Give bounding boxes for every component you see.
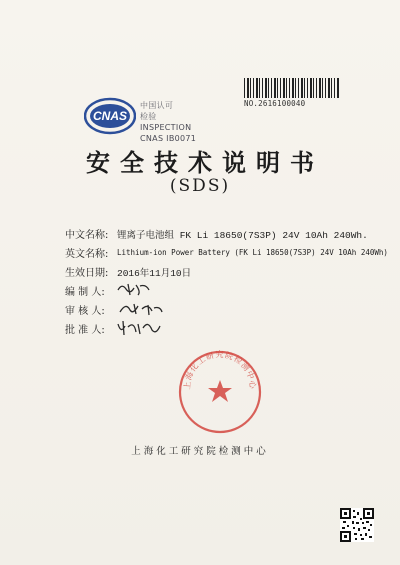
field-row-english-name <box>65 243 388 262</box>
field-row-prepared-by <box>65 281 388 300</box>
cnas-logo <box>84 96 136 136</box>
document-title: 安全技术说明书 <box>86 148 324 177</box>
cnas-accreditation-block <box>140 100 196 144</box>
report-number: NO.2616100040 <box>244 99 306 108</box>
field-label: 英文名称: <box>65 249 109 260</box>
signature-reviewed <box>118 300 164 318</box>
info-fields <box>65 224 388 338</box>
cnas-line-4: CNAS IB0071 <box>140 134 197 143</box>
cnas-line-1: 中国认可 <box>140 101 174 110</box>
barcode <box>244 78 340 98</box>
field-row-effective-date <box>65 262 388 281</box>
field-value: Lithium-ion Power Battery (FK Li 18650(7S3P) 24V 10Ah 240Wh) <box>117 248 388 257</box>
field-label: 中文名称: <box>65 230 109 241</box>
cnas-logo-text: CNAS <box>92 109 128 123</box>
signature-approved <box>116 318 162 338</box>
document-subtitle: (SDS) <box>169 176 231 196</box>
field-label: 批 准 人: <box>65 325 105 336</box>
signature-prepared <box>116 280 152 298</box>
qr-code <box>340 508 374 542</box>
cnas-line-3: INSPECTION <box>140 123 192 132</box>
official-seal <box>178 350 262 434</box>
field-row-chinese-name <box>65 224 388 243</box>
issuer-name: 上海化工研究院检测中心 <box>131 446 269 457</box>
field-value: 锂离子电池组 FK Li 18650(7S3P) 24V 10Ah 240Wh. <box>117 229 368 241</box>
field-row-reviewed-by <box>65 300 388 319</box>
cnas-line-2: 检验 <box>140 112 157 121</box>
field-row-approved-by <box>65 319 388 338</box>
field-label: 生效日期: <box>65 268 109 279</box>
field-label: 审 核 人: <box>65 306 105 317</box>
seal-text: 上海化工研究院检测中心 <box>182 350 258 390</box>
field-value: 2016年11月10日 <box>117 267 192 279</box>
field-label: 编 制 人: <box>65 287 105 298</box>
